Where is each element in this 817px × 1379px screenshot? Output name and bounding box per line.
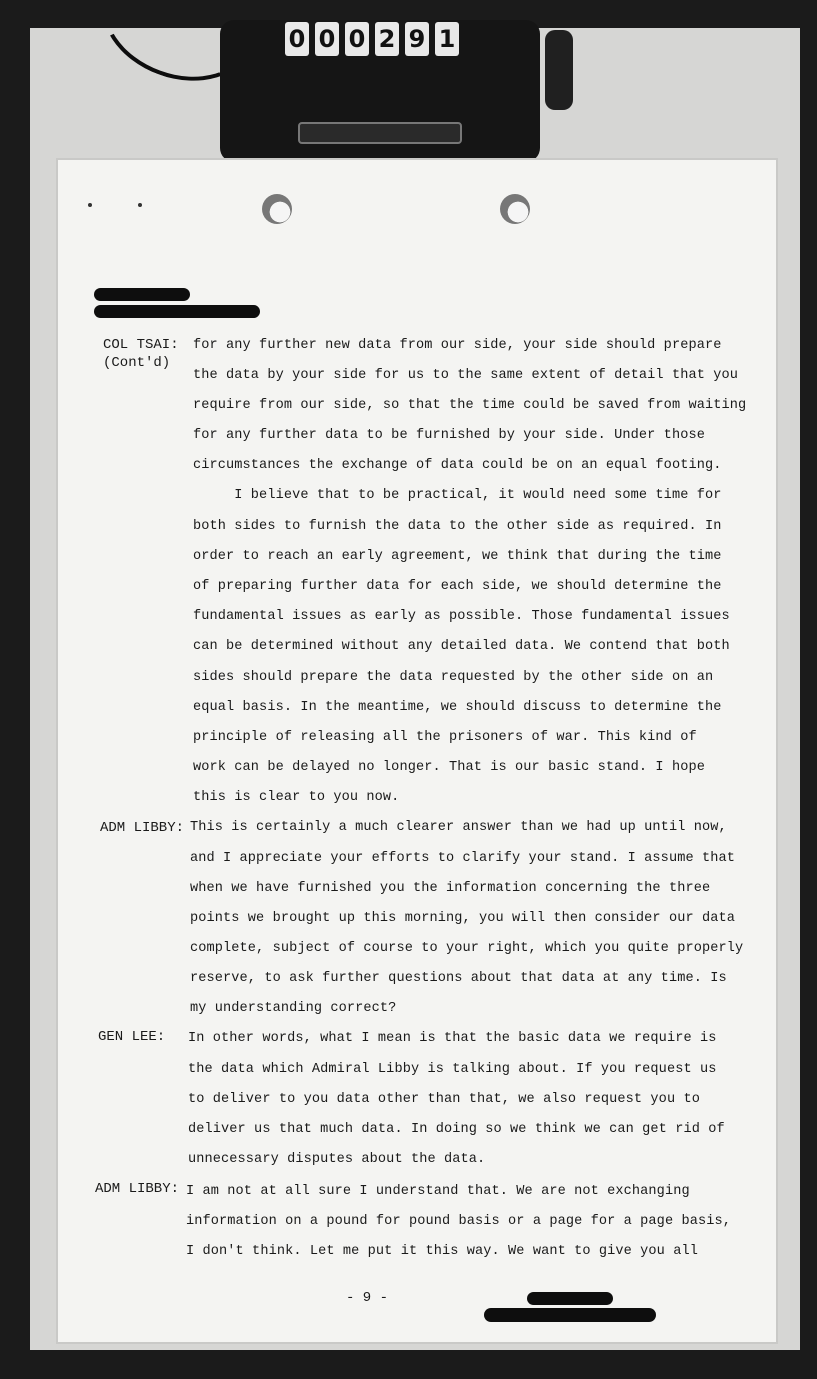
transcript-line: fundamental issues as early as possible. Those fundamental issues [193,609,730,624]
transcript-line: principle of releasing all the prisoners of war. This kind of [193,730,697,745]
transcript-line: sides should prepare the data requested by the other side on an [193,670,714,685]
transcript-line: deliver us that much data. In doing so we think we can get rid of [188,1122,725,1137]
transcript-line: of preparing further data for each side, we should determine the [193,579,722,594]
transcript-line: when we have furnished you the information concerning the three [190,881,711,896]
transcript-line: reserve, to ask further questions about that data at any time. Is [190,971,727,986]
counter-digit: 1 [435,22,459,56]
transcript-line: to deliver to you data other than that, we also request you to [188,1092,700,1107]
transcript-line: In other words, what I mean is that the basic data we require is [188,1031,717,1046]
transcript-line: points we brought up this morning, you will then consider our data [190,911,735,926]
transcript-line: for any further new data from our side, your side should prepare [193,338,722,353]
transcript-line: unnecessary disputes about the data. [188,1152,486,1167]
transcript-line: both sides to furnish the data to the other side as required. In [193,519,722,534]
counter-slot [298,122,462,144]
transcript-line: require from our side, so that the time could be saved from waiting [193,398,747,413]
speck [88,203,92,207]
frame-counter [285,22,459,56]
transcript-line: can be determined without any detailed data. We contend that both [193,639,730,654]
classification-redaction-bottom [527,1292,613,1305]
counter-digit: 9 [405,22,429,56]
transcript-line: information on a pound for pound basis or a page for a page basis, [186,1214,731,1229]
transcript-line: the data which Admiral Libby is talking about. If you request us [188,1062,717,1077]
transcript-line: work can be delayed no longer. That is our basic stand. I hope [193,760,705,775]
counter-digit: 0 [285,22,309,56]
counter-digit: 0 [345,22,369,56]
speaker-label: ADM LIBBY: [100,820,185,836]
speck [138,203,142,207]
classification-redaction-top [94,305,260,318]
transcript-line: circumstances the exchange of data could be on an equal footing. [193,458,722,473]
speaker-label: GEN LEE: [98,1029,166,1045]
speaker-label: COL TSAI: (Cont'd) [103,337,179,371]
transcript-line: and I appreciate your efforts to clarify your stand. I assume that [190,851,735,866]
transcript-line: This is certainly a much clearer answer than we had up until now, [190,820,727,835]
transcript-line: this is clear to you now. [193,790,400,805]
transcript-line: the data by your side for us to the same extent of detail that you [193,368,738,383]
transcript-line: complete, subject of course to your right, which you quite properly [190,941,744,956]
classification-redaction-bottom [484,1308,656,1322]
speaker-label: ADM LIBBY: [95,1181,180,1197]
transcript-line: for any further data to be furnished by your side. Under those [193,428,705,443]
counter-knob [545,30,573,110]
punch-hole-left [262,194,292,224]
transcript-line: equal basis. In the meantime, we should discuss to determine the [193,700,722,715]
counter-digit: 0 [315,22,339,56]
punch-hole-right [500,194,530,224]
transcript-line: I believe that to be practical, it would need some time for [193,488,722,503]
classification-redaction-top [94,288,190,301]
transcript-line: I am not at all sure I understand that. We are not exchanging [186,1184,690,1199]
counter-digit: 2 [375,22,399,56]
transcript-line: I don't think. Let me put it this way. We want to give you all [186,1244,698,1259]
transcript-line: my understanding correct? [190,1001,397,1016]
transcript-line: order to reach an early agreement, we think that during the time [193,549,722,564]
page-number: - 9 - [346,1290,389,1306]
